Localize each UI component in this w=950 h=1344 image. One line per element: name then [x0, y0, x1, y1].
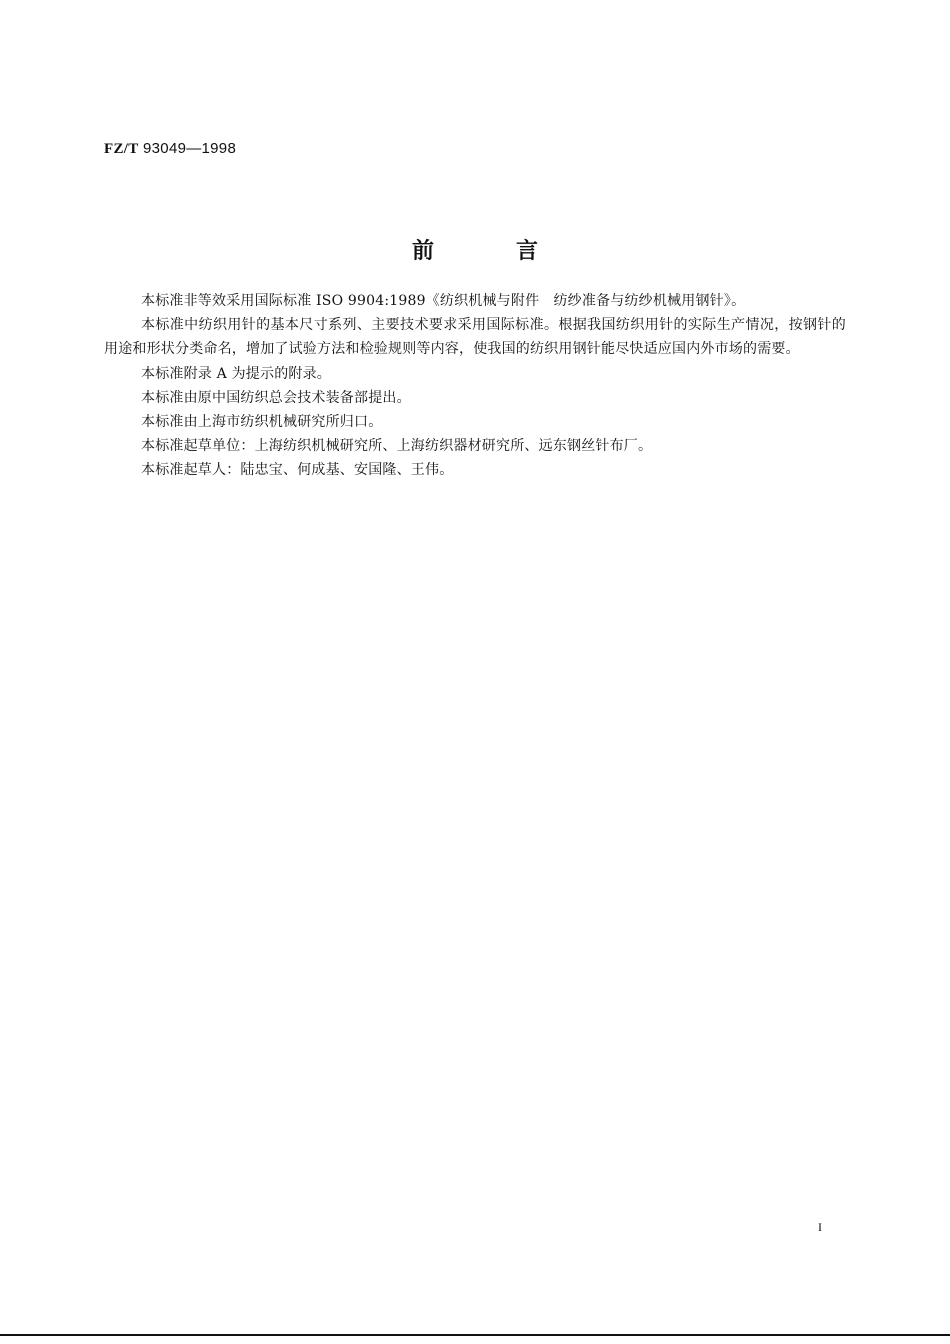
- paragraph-adoption: 本标准非等效采用国际标准 ISO 9904:1989《纺织机械与附件 纺纱准备与纺纱机械用钢针》。: [141, 293, 746, 309]
- paragraph-proposer: 本标准由原中国纺织总会技术装备部提出。: [141, 389, 411, 406]
- page-number: I: [818, 1220, 822, 1234]
- bottom-rule: [0, 1334, 950, 1336]
- paragraph-drafters: 本标准起草人：陆忠宝、何成基、安国隆、王伟。: [141, 462, 454, 479]
- paragraph-centralizer: 本标准由上海市纺织机械研究所归口。: [141, 414, 383, 431]
- standard-code-number: 93049—1998: [143, 140, 237, 157]
- paragraph-scope: 本标准中纺织用针的基本尺寸系列、主要技术要求采用国际标准。根据我国纺织用针的实际生产情况，按钢针的用途和形状分类命名，增加了试验方法和检验规则等内容，使我国的纺织用钢针能尽快适应国内外市场的需要。: [104, 317, 846, 358]
- paragraph-appendix: 本标准附录 A 为提示的附录。: [141, 365, 332, 382]
- standard-code: [104, 140, 236, 158]
- foreword-body: [104, 289, 846, 483]
- paragraph-drafting-units: 本标准起草单位：上海纺织机械研究所、上海纺织器材研究所、远东钢丝针布厂。: [141, 438, 653, 455]
- standard-code-prefix: FZ/T: [104, 141, 139, 157]
- page-title: 前言: [411, 238, 620, 264]
